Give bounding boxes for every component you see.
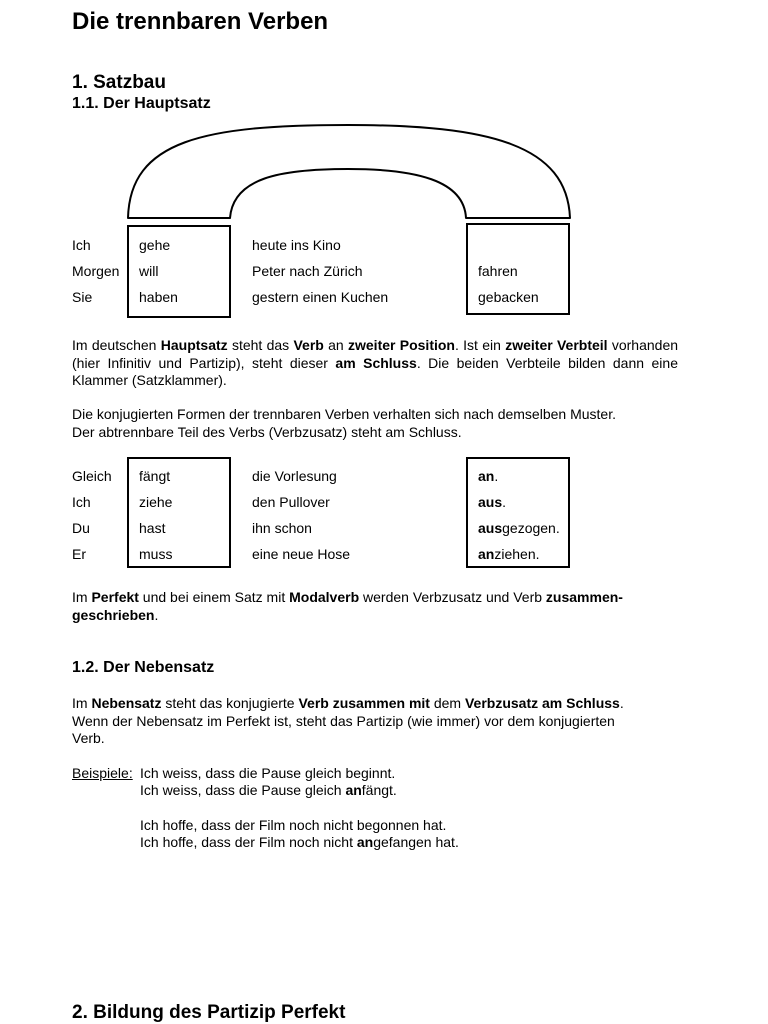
- verbzusatz-rest: gezogen.: [502, 520, 560, 536]
- text-run: gefangen hat.: [373, 834, 459, 850]
- paragraph-line: Der abtrennbare Teil des Verbs (Verbzusatz) steht am Schluss.: [72, 423, 462, 440]
- text-run: .: [619, 695, 624, 711]
- verbzusatz-rest: .: [494, 468, 499, 484]
- table2-end: [478, 493, 506, 511]
- table2-subject: Du: [72, 520, 90, 536]
- table1-end: fahren: [478, 263, 518, 279]
- text-run: . Ist ein: [454, 337, 506, 353]
- document-title: Die trennbaren Verben: [72, 8, 329, 35]
- section-heading-satzbau: 1. Satzbau: [72, 72, 166, 93]
- paragraph-nebensatz-rule: [72, 695, 678, 748]
- examples-label: Beispiele:: [72, 765, 133, 781]
- table2-middle: ihn schon: [252, 520, 312, 536]
- verbzusatz-rest: ziehen.: [494, 546, 540, 562]
- subsection-heading-hauptsatz: 1.1. Der Hauptsatz: [72, 95, 211, 112]
- text-run: steht das konjugierte: [161, 695, 299, 711]
- text-run: Im: [72, 589, 92, 605]
- verbzusatz-prefix: aus: [478, 520, 503, 536]
- text-run: Im: [72, 695, 92, 711]
- emphasis-text: Nebensatz: [91, 695, 162, 711]
- text-run: vorhanden (hier Infinitiv und Partizip), steht dieser: [72, 337, 679, 371]
- verbzusatz-prefix: an: [478, 468, 495, 484]
- table2-middle: eine neue Hose: [252, 546, 351, 562]
- table1-subject: Sie: [72, 289, 93, 305]
- section-heading-partizip-perfekt: 2. Bildung des Partizip Perfekt: [72, 1002, 346, 1023]
- table1-verb: gehe: [139, 237, 171, 253]
- paragraph-line: Die konjugierten Formen der trennbaren Verben verhalten sich nach demselben Muster.: [72, 406, 616, 422]
- verbzusatz-prefix: aus: [478, 494, 503, 510]
- table1-end: gebacken: [478, 289, 539, 305]
- text-run: .: [154, 606, 159, 623]
- emphasis-text: an: [356, 834, 374, 850]
- table2-verb: ziehe: [139, 494, 173, 510]
- table1-middle: Peter nach Zürich: [252, 263, 363, 279]
- table2-subject: Gleich: [72, 468, 112, 484]
- table1-middle: gestern einen Kuchen: [252, 289, 389, 305]
- table2-middle: den Pullover: [252, 494, 330, 510]
- text-run: Ich hoffe, dass der Film noch nicht: [140, 834, 357, 850]
- table2-verb: muss: [139, 546, 173, 562]
- table2-subject: Er: [72, 546, 86, 562]
- emphasis-text: am Schluss: [335, 354, 417, 371]
- table2-end: [478, 545, 540, 563]
- emphasis-text: zusammen-: [545, 589, 623, 605]
- text-run: an: [323, 337, 348, 353]
- table1-middle: heute ins Kino: [252, 237, 341, 253]
- table2-subject: Ich: [72, 494, 91, 510]
- emphasis-text: Verb zusammen mit: [298, 695, 430, 711]
- table2-middle: die Vorlesung: [252, 468, 337, 484]
- emphasis-text: Perfekt: [91, 589, 139, 605]
- text-run: werden Verbzusatz und Verb: [359, 589, 546, 605]
- emphasis-text: an: [345, 782, 362, 798]
- table2-end: [478, 467, 498, 485]
- table1-subject: Ich: [72, 237, 91, 253]
- example-sentence: [140, 764, 395, 782]
- satzklammer-arch-diagram: [0, 0, 768, 330]
- subsection-heading-nebensatz: 1.2. Der Nebensatz: [72, 659, 215, 676]
- table2-verb: fängt: [139, 468, 171, 484]
- table1-subject: Morgen: [72, 263, 120, 279]
- table1-verb: will: [139, 263, 159, 279]
- emphasis-text: Verbzusatz am Schluss: [464, 695, 620, 711]
- example-sentence: [140, 816, 446, 834]
- paragraph-trennbare-muster: [72, 406, 678, 441]
- text-run: Verb.: [72, 730, 105, 746]
- example-sentence: [140, 781, 397, 799]
- text-run: . Die beiden Verbteile bilden dann eine Klammer (Satzklammer).: [72, 354, 678, 388]
- emphasis-text: zweiter Verbteil: [505, 337, 608, 353]
- text-run: dem: [429, 695, 465, 711]
- table2-verb: hast: [139, 520, 166, 536]
- text-run: Ich weiss, dass die Pause gleich beginnt.: [140, 765, 396, 781]
- emphasis-text: geschrieben: [72, 606, 155, 623]
- emphasis-text: Hauptsatz: [160, 337, 228, 353]
- table2-end: [478, 519, 560, 537]
- emphasis-text: zweiter Position: [348, 337, 455, 353]
- text-run: steht das: [227, 337, 294, 353]
- verbzusatz-prefix: an: [478, 546, 495, 562]
- table1-verb: haben: [139, 289, 178, 305]
- emphasis-text: Modalverb: [289, 589, 360, 605]
- text-run: Ich weiss, dass die Pause gleich: [140, 782, 346, 798]
- emphasis-text: Verb: [293, 337, 324, 353]
- paragraph-perfekt-modalverb: [72, 589, 678, 624]
- text-run: Wenn der Nebensatz im Perfekt ist, steht das Partizip (wie immer) vor dem konjugierten: [72, 712, 615, 729]
- verbzusatz-rest: .: [502, 494, 507, 510]
- example-sentence: [140, 833, 459, 851]
- text-run: Ich hoffe, dass der Film noch nicht begonnen hat.: [140, 817, 447, 833]
- text-run: fängt.: [361, 782, 397, 798]
- satzklammer-arch: [128, 125, 570, 218]
- paragraph-hauptsatz-rule: [72, 337, 678, 390]
- text-run: Im deutschen: [72, 337, 161, 353]
- text-run: und bei einem Satz mit: [138, 589, 290, 605]
